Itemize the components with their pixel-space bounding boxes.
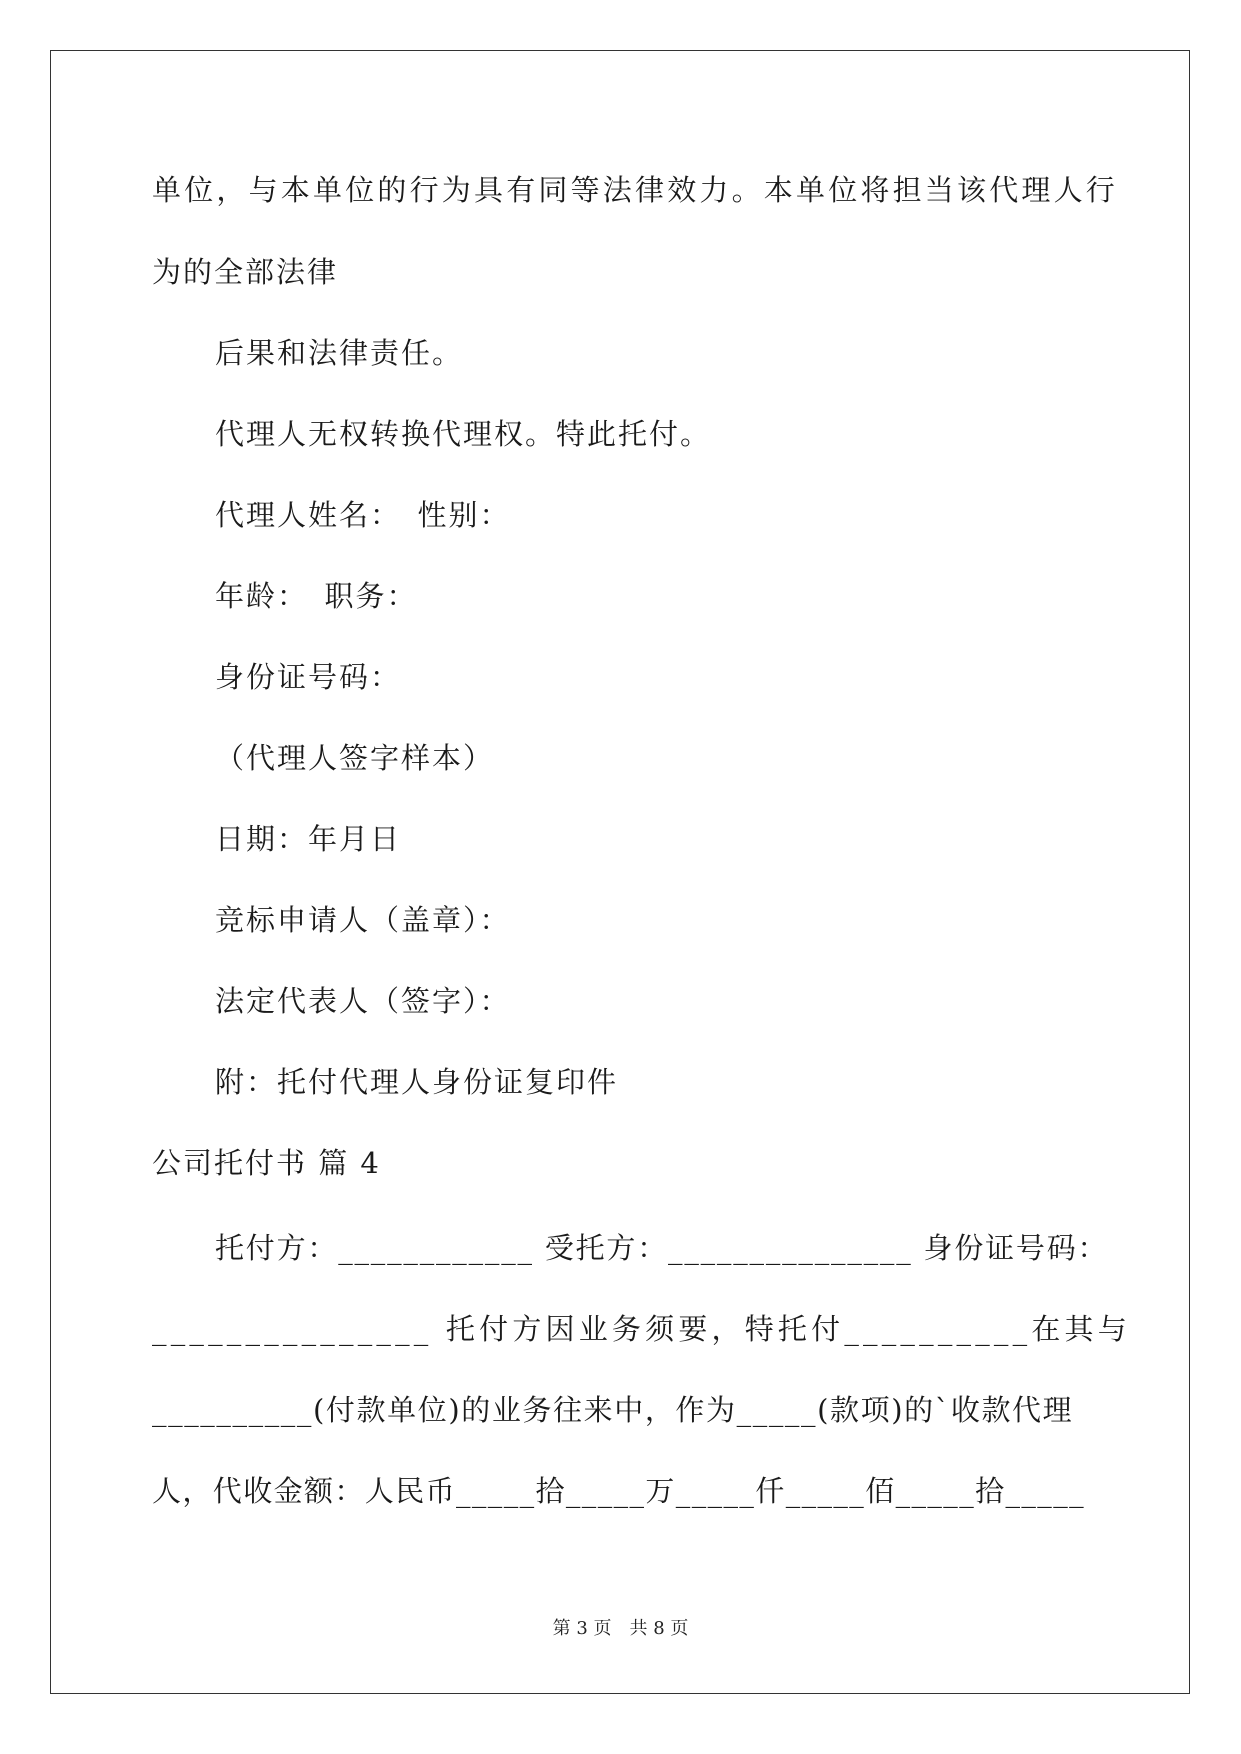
body-line: 代理人无权转换代理权。特此托付。 xyxy=(215,417,712,451)
body-line: 单位，与本单位的行为具有同等法律效力。本单位将担当该代理人行 xyxy=(152,173,1119,207)
body-line: 托付方：____________ 受托方：_______________ 身份证号码： xyxy=(215,1231,1109,1265)
applicant-seal-label: 竞标申请人（盖章）： xyxy=(215,903,511,937)
signature-sample-label: （代理人签字样本） xyxy=(215,741,495,775)
attachment-note: 附：托付代理人身份证复印件 xyxy=(215,1065,619,1099)
date-field-label: 日期：年月日 xyxy=(215,822,402,856)
body-line: 后果和法律责任。 xyxy=(215,336,464,370)
page-border xyxy=(50,50,1190,1694)
age-field-label: 年龄： 职务： xyxy=(215,579,418,613)
body-line: 为的全部法律 xyxy=(152,255,339,289)
page-number-footer: 第 3 页 共 8 页 xyxy=(552,1618,689,1639)
legal-rep-signature-label: 法定代表人（签字）： xyxy=(215,984,511,1018)
id-number-field-label: 身份证号码： xyxy=(215,660,402,694)
body-line: _______________ 托付方因业务须要，特托付__________在其与 xyxy=(152,1312,1131,1346)
agent-name-field-label: 代理人姓名： 性别： xyxy=(215,498,511,532)
body-line: 人，代收金额：人民币_____拾_____万_____仟_____佰_____拾_____ xyxy=(152,1474,1086,1508)
section-heading: 公司托付书 篇 4 xyxy=(152,1146,381,1180)
body-line: __________(付款单位)的业务往来中，作为_____(款项)的`收款代理 xyxy=(152,1393,1074,1427)
